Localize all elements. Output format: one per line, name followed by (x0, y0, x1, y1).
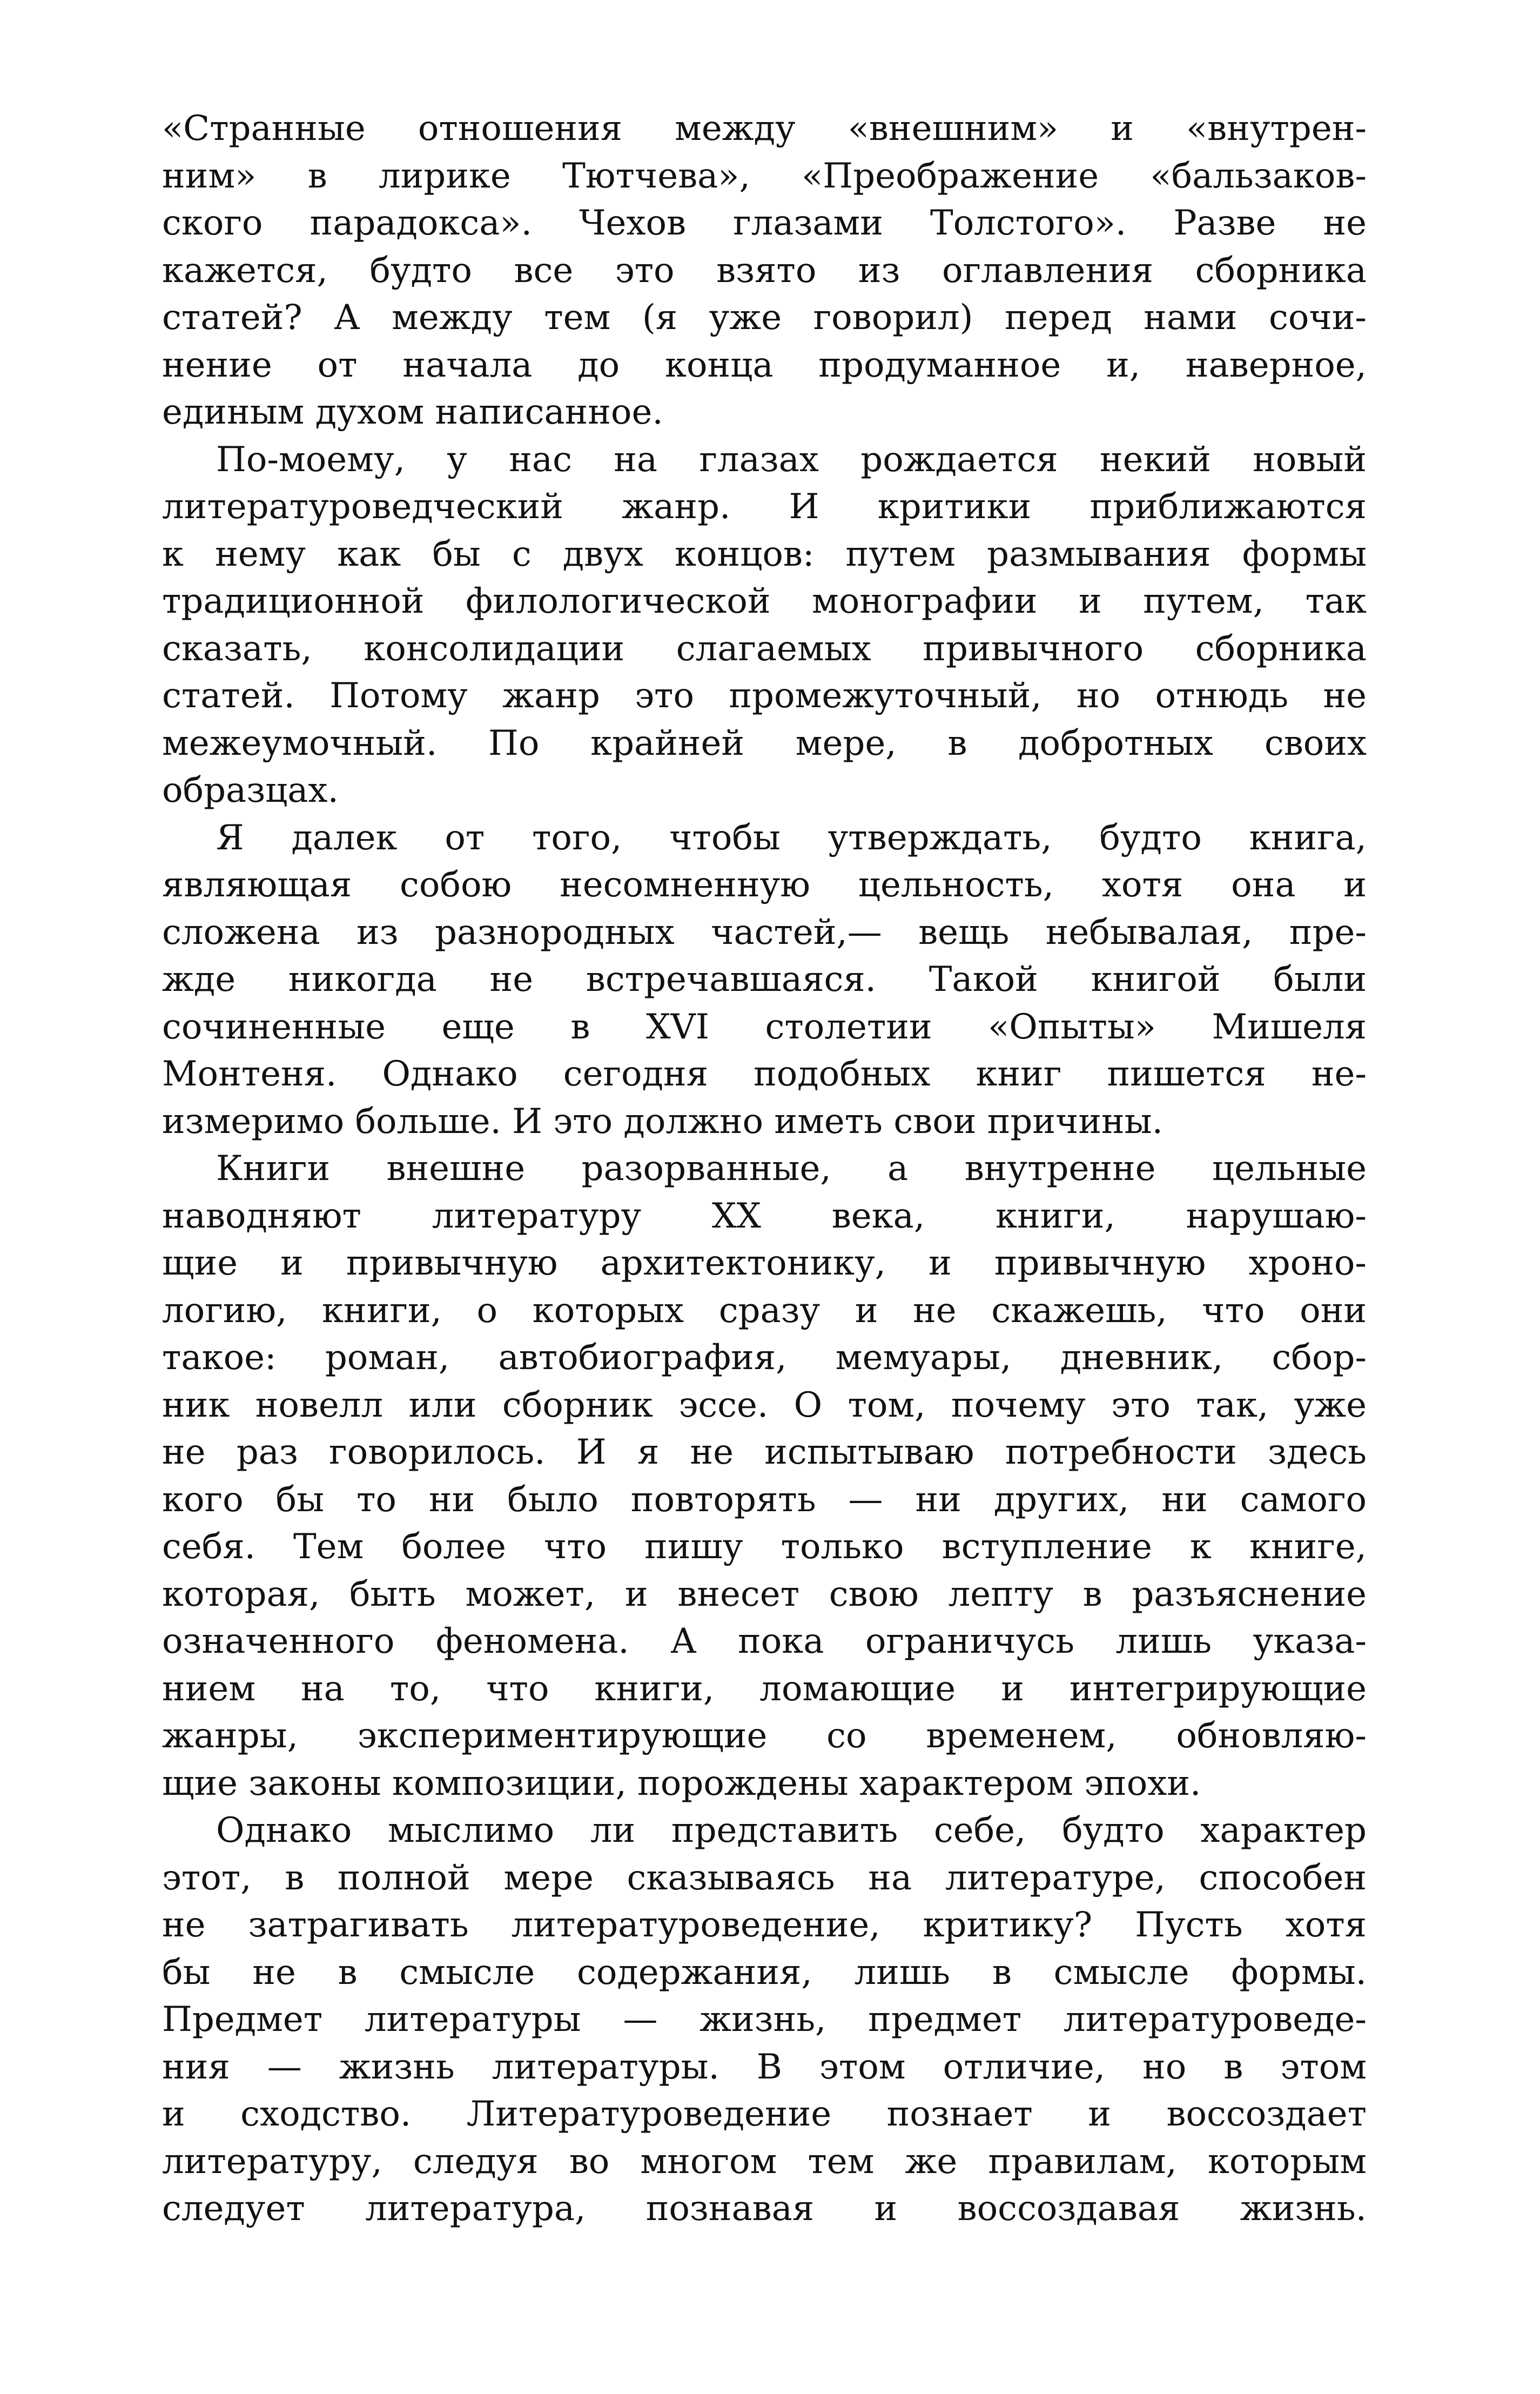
text-line: ния — жизнь литературы. В этом отличие, но в этом (162, 2047, 1367, 2087)
text-line: статей. Потому жанр это промежуточный, но отнюдь не (162, 676, 1367, 716)
text-line: не раз говорилось. И я не испытываю потребности здесь (162, 1432, 1367, 1472)
text-line: сказать, консолидации слагаемых привычного сборника (162, 628, 1367, 669)
text-line: сложена из разнородных частей,— вещь небывалая, пре- (162, 912, 1367, 953)
text-line: литературоведческий жанр. И критики приближаются (162, 487, 1367, 527)
text-line: ского парадокса». Чехов глазами Толстого». Разве не (162, 203, 1367, 243)
text-line: щие и привычную архитектонику, и привычную хроно- (162, 1243, 1367, 1283)
text-line: которая, быть может, и внесет свою лепту в разъяснение (162, 1574, 1367, 1614)
text-line: образцах. (162, 770, 339, 810)
text-line: литературу, следуя во многом тем же правилам, которым (162, 2141, 1367, 2182)
text-line: Однако мыслимо ли представить себе, будто характер (216, 1810, 1367, 1850)
document-page (162, 105, 1367, 2233)
text-line: По-моему, у нас на глазах рождается некий новый (216, 439, 1367, 480)
text-line: такое: роман, автобиография, мемуары, дневник, сбор- (162, 1338, 1367, 1378)
text-line: «Странные отношения между «внешним» и «внутрен- (162, 109, 1367, 149)
text-line: Монтеня. Однако сегодня подобных книг пишется не- (162, 1054, 1367, 1094)
paragraph-4 (162, 1145, 1367, 1807)
paragraph-3 (162, 815, 1367, 1146)
text-line: сочиненные еще в XVI столетии «Опыты» Мишеля (162, 1007, 1367, 1047)
text-line: являющая собою несомненную цельность, хотя она и (162, 865, 1367, 905)
text-line: кажется, будто все это взято из оглавления сборника (162, 250, 1367, 291)
text-line: означенного феномена. А пока ограничусь лишь указа- (162, 1621, 1367, 1661)
text-line: традиционной филологической монографии и путем, так (162, 581, 1367, 621)
text-line: и сходство. Литературоведение познает и воссоздает (162, 2094, 1367, 2134)
text-line: нение от начала до конца продуманное и, наверное, (162, 345, 1367, 385)
text-line: Предмет литературы — жизнь, предмет литературоведе- (162, 2000, 1367, 2040)
paragraph-2 (162, 437, 1367, 815)
text-line: не затрагивать литературоведение, критику? Пусть хотя (162, 1905, 1367, 1945)
text-line: кого бы то ни было повторять — ни других, ни самого (162, 1479, 1367, 1520)
text-line: следует литература, познавая и воссоздавая жизнь. (162, 2189, 1367, 2229)
text-line: логию, книги, о которых сразу и не скажешь, что они (162, 1290, 1367, 1331)
text-line: статей? А между тем (я уже говорил) перед нами сочи- (162, 298, 1367, 338)
text-line: единым духом написанное. (162, 392, 663, 432)
paragraph-1 (162, 105, 1367, 437)
text-line: жанры, экспериментирующие со временем, обновляю- (162, 1716, 1367, 1756)
text-line: измеримо больше. И это должно иметь свои причины. (162, 1101, 1163, 1142)
text-line: этот, в полной мере сказываясь на литературе, способен (162, 1857, 1367, 1898)
paragraph-5 (162, 1807, 1367, 2233)
text-line: бы не в смысле содержания, лишь в смысле формы. (162, 1952, 1367, 1993)
text-line: Я далек от того, чтобы утверждать, будто книга, (216, 817, 1367, 858)
text-line: ник новелл или сборник эссе. О том, почему это так, уже (162, 1385, 1367, 1425)
text-line: межеумочный. По крайней мере, в добротных своих (162, 723, 1367, 763)
text-line: наводняют литературу XX века, книги, нарушаю- (162, 1196, 1367, 1236)
text-line: щие законы композиции, порождены характером эпохи. (162, 1763, 1201, 1803)
text-line: жде никогда не встречавшаяся. Такой книгой были (162, 960, 1367, 1000)
text-line: к нему как бы с двух концов: путем размывания формы (162, 534, 1367, 574)
text-line: Книги внешне разорванные, а внутренне цельные (216, 1149, 1367, 1189)
text-line: ним» в лирике Тютчева», «Преображение «бальзаков- (162, 156, 1367, 196)
text-line: нием на то, что книги, ломающие и интегрирующие (162, 1668, 1367, 1709)
text-line: себя. Тем более что пишу только вступление к книге, (162, 1527, 1367, 1567)
